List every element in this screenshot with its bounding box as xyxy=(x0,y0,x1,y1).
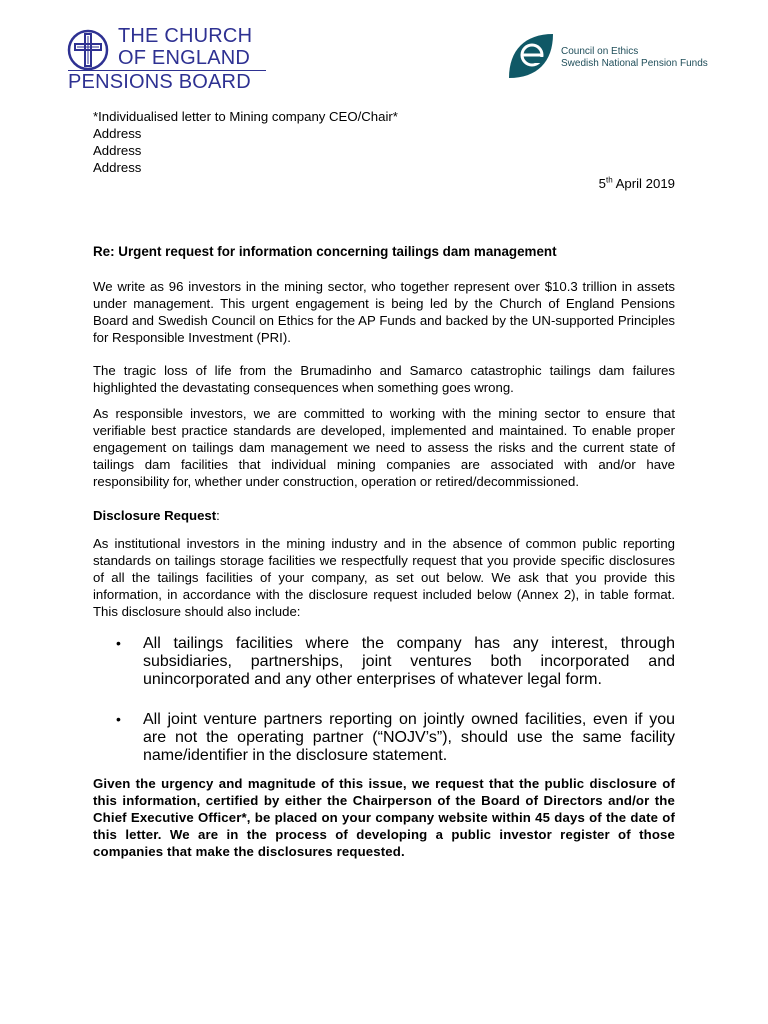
paragraph-disclosure-intro: As institutional investors in the mining industry and in the absence of common public reporting standards on tailings storage facilities we respectfully request that you provide specific disclosures of all the tailings facilities of your company, as set out below. We ask that you provide this information, in accordance with the disclosure request included below (Annex 2), in table format. This disclosure should also include: xyxy=(93,536,675,619)
recipient-line: *Individualised letter to Mining company CEO/Chair* xyxy=(93,109,398,124)
subject-line: Re: Urgent request for information concerning tailings dam management xyxy=(93,244,557,259)
address-block xyxy=(93,108,675,176)
bullet-icon: • xyxy=(116,711,121,727)
logo-text-line1: THE CHURCH xyxy=(118,25,253,47)
paragraph-investors: We write as 96 investors in the mining sector, who together represent over $10.3 trillion in assets under management. This urgent engagement is being led by the Church of England Pensions Board and Swedish Council on Ethics for the AP Funds and backed by the UN-supported Principles for Responsible Investment (PRI). xyxy=(93,279,675,345)
disclosure-heading-colon: : xyxy=(216,508,220,523)
paragraph-responsible-investors: As responsible investors, we are committed to working with the mining sector to ensure that verifiable best practice standards are developed, implemented and maintained. To enable proper engagement on tailings dam management we need to assess the risks and the current state of tailings dam facilities that individual mining companies are associated with and/or have responsibility for, whether under construction, operation or retired/decommissioned. xyxy=(93,406,675,489)
date-rest: April 2019 xyxy=(612,176,675,191)
ethics-logo-line1: Council on Ethics xyxy=(561,46,639,57)
logo-text-line3: PENSIONS BOARD xyxy=(68,71,251,93)
council-on-ethics-e-icon xyxy=(505,30,557,82)
church-of-england-pensions-board-logo xyxy=(66,26,276,96)
bullet-text: All joint venture partners reporting on jointly owned facilities, even if you are not the operating partner (“NOJV’s”), should use the same facility name/identifier in the disclosure statement. xyxy=(143,711,675,764)
address-line: Address xyxy=(93,160,142,175)
bullet-text: All tailings facilities where the company has any interest, through subsidiaries, partnerships, joint ventures both incorporated and unincorporated and any other enterprises of whatever legal form. xyxy=(143,635,675,688)
council-on-ethics-logo xyxy=(505,30,735,82)
disclosure-heading xyxy=(93,507,675,524)
date-suffix: th xyxy=(606,175,613,185)
ethics-logo-line2: Swedish National Pension Funds xyxy=(561,58,708,69)
cross-emblem-icon xyxy=(66,28,110,72)
date-day: 5 xyxy=(598,176,606,191)
letter-date xyxy=(93,175,675,192)
closing-paragraph: Given the urgency and magnitude of this issue, we request that the public disclosure of this information, certified by either the Chairperson of the Board of Directors and/or the Chief Executive Officer*, be placed on your company website within 45 days of the date of this letter. We are in the process of developing a public investor register of those companies that make the disclosures requested. xyxy=(93,776,675,859)
address-line: Address xyxy=(93,126,142,141)
disclosure-heading-text: Disclosure Request xyxy=(93,508,217,523)
bullet-icon: • xyxy=(116,635,121,651)
logo-text-line2: OF ENGLAND xyxy=(118,47,251,69)
address-line: Address xyxy=(93,143,142,158)
paragraph-tragic-loss: The tragic loss of life from the Brumadinho and Samarco catastrophic tailings dam failures highlighted the devastating consequences when something goes wrong. xyxy=(93,363,675,395)
